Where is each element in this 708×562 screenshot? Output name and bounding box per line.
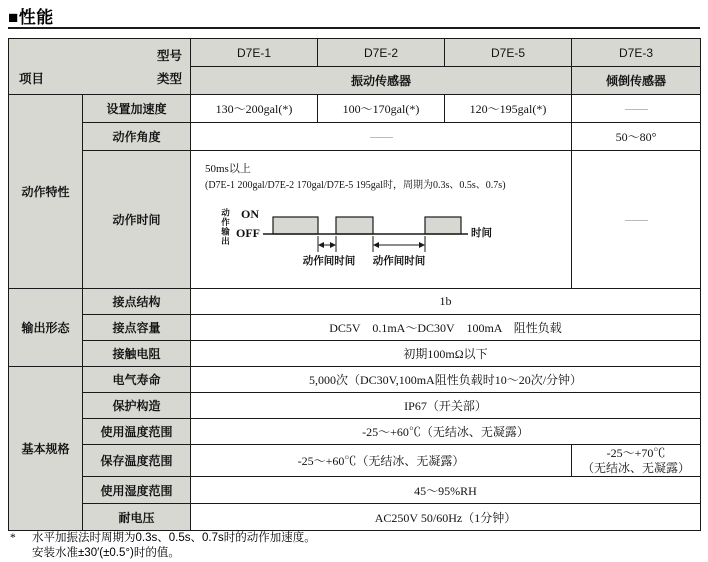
performance-spec-table [8,38,701,531]
diagram-interval-label-2: 动作间时间 [372,254,426,267]
model-header-d7e5: D7E-5 [445,39,572,67]
footnote-marker: * [10,532,16,544]
cell-protection: IP67（开关部） [191,393,701,419]
cell-contact-resistance: 初期100mΩ以下 [191,341,701,367]
row-label-dielectric: 耐电压 [83,504,191,531]
cell-acceleration-d7e1: 130～200gal(*) [191,95,318,123]
row-label-humidity: 使用湿度范围 [83,477,191,504]
row-label-contact-capacity: 接点容量 [83,315,191,341]
arrowhead-1r [330,242,336,248]
diagram-time-axis-label: 时间 [471,226,492,239]
pulse-3 [425,217,461,234]
diagram-cycle-note: (D7E-1 200gal/D7E-2 170gal/D7E-5 195gal时，周期为0.3s、0.5s、0.7s) [205,179,506,191]
row-label-contact-resistance: 接触电阻 [83,341,191,367]
cell-angle-vibration-dash: —— [191,123,572,151]
waveform-diagram [191,152,571,288]
storage-temp-d7e3-line2: （无结冰、无凝露） [581,460,690,475]
row-label-operating-time: 动作时间 [83,151,191,289]
footnote-line-1 [10,531,316,546]
cell-angle-d7e3: 50～80° [572,123,701,151]
footnote-text-2: 安装水准±30′(±0.5°)时的值。 [32,547,180,559]
cell-acceleration-d7e2: 100～170gal(*) [318,95,445,123]
cell-contact-structure: 1b [191,289,701,315]
cell-operating-time-diagram [191,151,572,289]
waveform-svg [263,212,478,258]
type-vibration-sensor: 振动传感器 [191,67,572,95]
type-tilt-sensor: 倾倒传感器 [572,67,701,95]
corner-item-label: 项目 [19,72,45,86]
diagram-output-axis-label: 动作输出 [220,207,231,246]
footnote-line-2 [10,546,316,561]
cell-dielectric: AC250V 50/60Hz（1分钟） [191,504,701,531]
pulse-2 [336,217,373,234]
storage-temp-d7e3-line1: -25～+70℃ [606,445,666,460]
arrowhead-1l [318,242,324,248]
row-label-storage-temp: 保存温度范围 [83,445,191,477]
cell-acceleration-d7e3-dash: —— [572,95,701,123]
cell-operating-temp: -25～+60℃（无结冰、无凝露） [191,419,701,445]
corner-model-label: 型号 [156,49,182,63]
cell-storage-temp-vibration: -25～+60℃（无结冰、无凝露） [191,445,572,477]
arrowhead-2r [419,242,425,248]
row-label-contact-structure: 接点结构 [83,289,191,315]
footnote-text-1: 水平加振法时周期为0.3s、0.5s、0.7s时的动作加速度。 [32,532,316,544]
section-output-type: 输出形态 [9,289,83,367]
section-operating-characteristics: 动作特性 [9,95,83,289]
cell-acceleration-d7e5: 120～195gal(*) [445,95,572,123]
diagram-on-label: ON [241,206,259,221]
corner-header-cell [9,39,191,95]
cell-storage-temp-d7e3 [572,445,701,477]
diagram-min-time-note: 50ms以上 [205,162,251,175]
section-basic-specs: 基本规格 [9,367,83,531]
footnotes [10,531,316,561]
diagram-off-label: OFF [236,225,260,240]
arrowhead-2l [373,242,379,248]
row-label-operating-temp: 使用温度范围 [83,419,191,445]
cell-contact-capacity: DC5V 0.1mA～DC30V 100mA 阻性负载 [191,315,701,341]
page-title: ■性能 [8,8,54,27]
cell-humidity: 45～95%RH [191,477,701,504]
cell-electrical-life: 5,000次（DC30V,100mA阻性负载时10～20次/分钟） [191,367,701,393]
corner-type-label: 类型 [156,72,182,86]
row-label-protection: 保护构造 [83,393,191,419]
row-label-set-acceleration: 设置加速度 [83,95,191,123]
model-header-d7e2: D7E-2 [318,39,445,67]
row-label-operating-angle: 动作角度 [83,123,191,151]
title-rule [8,27,700,29]
cell-operating-time-d7e3-dash: —— [572,151,701,289]
model-header-d7e1: D7E-1 [191,39,318,67]
footnote-indent [10,546,32,561]
model-header-d7e3: D7E-3 [572,39,701,67]
row-label-electrical-life: 电气寿命 [83,367,191,393]
pulse-1 [273,217,318,234]
diagram-interval-label-1: 动作间时间 [302,254,356,267]
